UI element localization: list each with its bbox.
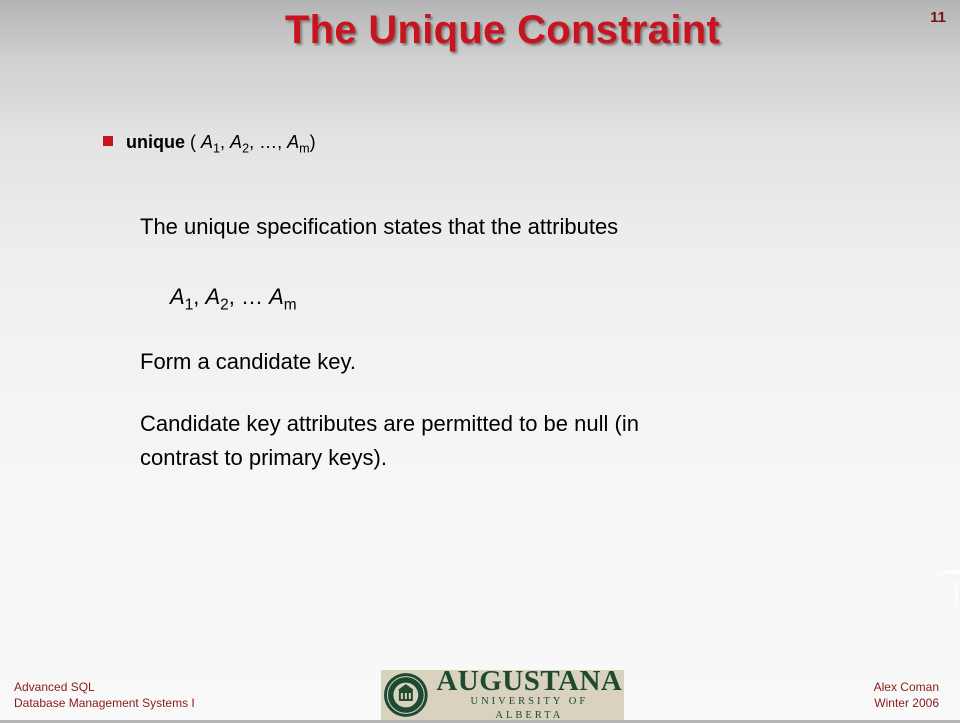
attr-sub-1: 1: [184, 296, 194, 314]
bullet-item: [103, 132, 316, 156]
attribute-list: [170, 284, 297, 314]
footer-author-name: Alex Coman: [873, 680, 939, 694]
attr-m: A: [269, 284, 284, 309]
logo-name: AUGUSTANA: [436, 665, 623, 697]
bullet-open-paren: (: [185, 132, 201, 152]
footer-course-subtitle: Database Management Systems I: [14, 696, 195, 710]
attr-sep-1: ,: [193, 284, 206, 309]
bullet-sub-2: 2: [242, 141, 250, 156]
body-line-null-permitted: Candidate key attributes are permitted to be null (in: [140, 411, 639, 436]
bullet-attr-1: A: [201, 132, 214, 152]
square-bullet-icon: [103, 136, 113, 146]
attr-sub-m: m: [283, 296, 297, 314]
body-line-specification: The unique specification states that the attributes: [140, 214, 619, 239]
footer-course-title: Advanced SQL: [14, 680, 95, 694]
slide-number: 11: [930, 9, 946, 26]
attr-sep-2: , …: [228, 284, 270, 309]
bullet-attr-2: A: [230, 132, 243, 152]
attr-sub-2: 2: [220, 296, 229, 314]
logo-subtitle: UNIVERSITY OF ALBERTA: [470, 696, 589, 721]
attr-1: A: [170, 284, 185, 309]
footer-term: Winter 2006: [874, 696, 939, 710]
bullet-sub-1: 1: [213, 141, 221, 156]
bullet-attr-m: A: [287, 132, 300, 152]
attr-2: A: [205, 284, 221, 309]
footer-course: [14, 679, 195, 711]
bullet-keyword: unique: [126, 132, 185, 152]
university-seal-icon: [383, 672, 429, 718]
bullet-sub-m: m: [299, 141, 310, 156]
bullet-sep-1: ,: [220, 132, 231, 152]
body-line-candidate-key: Form a candidate key.: [140, 349, 357, 374]
slide-title: The Unique Constraint: [284, 8, 721, 52]
decorative-swoosh-icon: [930, 560, 960, 610]
bullet-sep-2: , …,: [249, 132, 288, 152]
footer-author: [874, 679, 939, 711]
bullet-close-paren: ): [309, 132, 316, 152]
logo-wordmark: [435, 667, 624, 723]
augustana-logo: [381, 665, 624, 721]
body-line-contrast: contrast to primary keys).: [140, 445, 387, 470]
